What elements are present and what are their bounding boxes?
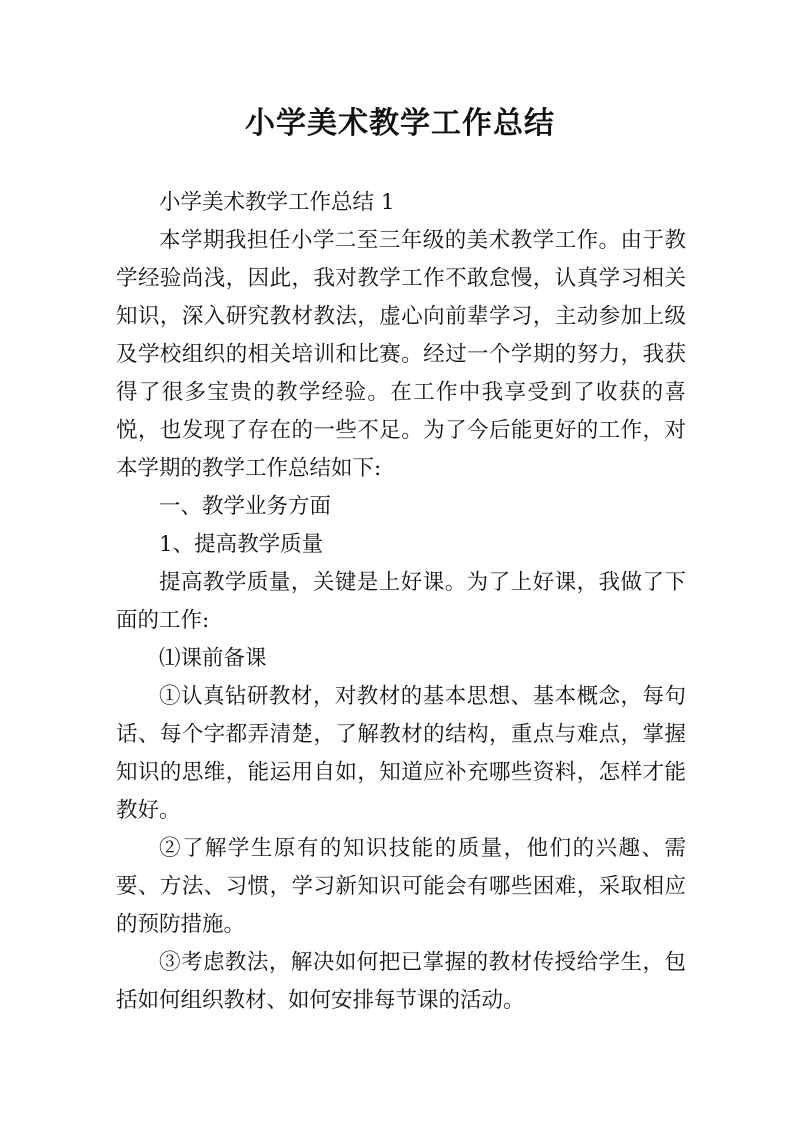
list-paragraph: ②了解学生原有的知识技能的质量，他们的兴趣、需要、方法、习惯，学习新知识可能会有哪些困难，采取相应的预防措施。 [116, 836, 686, 937]
document-body [116, 184, 686, 1020]
section-heading: 小学美术教学工作总结 1 [159, 190, 395, 215]
body-paragraph: 本学期我担任小学二至三年级的美术教学工作。由于教学经验尚浅，因此，我对教学工作不敢怠慢，认真学习相关知识，深入研究教材教法，虚心向前辈学习，主动参加上级及学校组织的相关培训和比赛。经过一个学期的努力，我获得了很多宝贵的教学经验。在工作中我享受到了收获的喜悦，也发现了存在的一些不足。为了今后能更好的工作，对本学期的教学工作总结如下: [116, 228, 686, 481]
body-paragraph: 提高教学质量，关键是上好课。为了上好课，我做了下面的工作: [116, 570, 686, 633]
subsection-heading: 一、教学业务方面 [159, 494, 332, 519]
list-paragraph: ①认真钻研教材，对教材的基本思想、基本概念，每句话、每个字都弄清楚，了解教材的结构，重点与难点，掌握知识的思维，能运用自如，知道应补充哪些资料，怎样才能教好。 [116, 684, 686, 823]
subsection-heading: ⑴课前备课 [159, 646, 267, 671]
document-title: 小学美术教学工作总结 [245, 106, 555, 141]
subsection-heading: 1、提高教学质量 [159, 532, 324, 557]
list-paragraph: ③考虑教法，解决如何把已掌握的教材传授给学生，包括如何组织教材、如何安排每节课的活动。 [116, 950, 686, 1013]
